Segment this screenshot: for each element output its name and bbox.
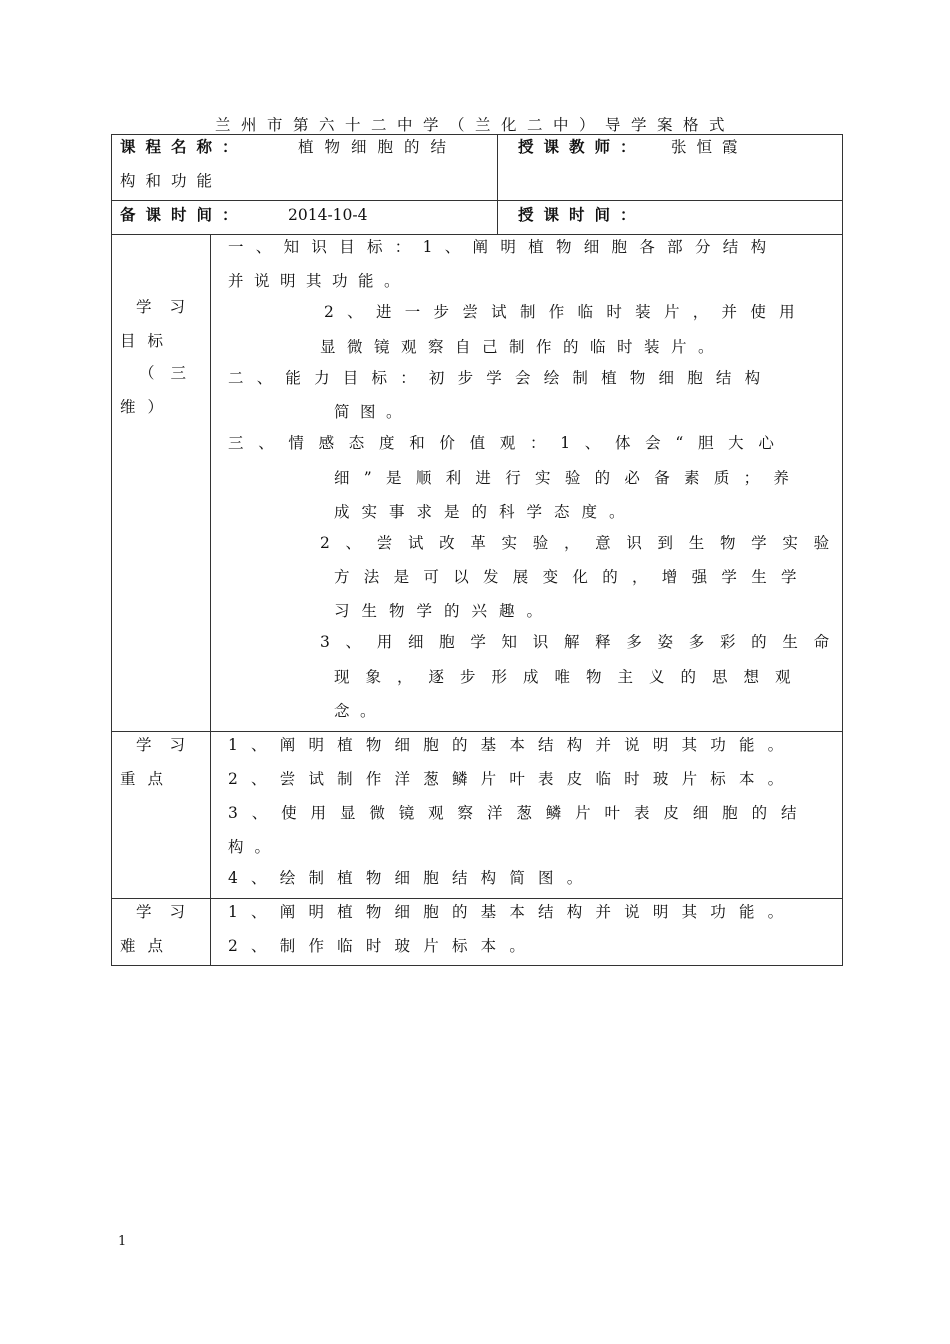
goal-line: 2、尝试改革实验，意识到生物学实验 [320,534,845,552]
prep-date: 2014-10-4 [288,206,368,224]
goals-label: （三 [139,364,203,382]
goal-line: 细”是顺利进行实验的必备素质；养 [334,469,804,487]
goal-line: 简图。 [334,403,413,421]
key-point-line: 2、尝试制作洋葱鳞片叶表皮临时玻片标本。 [228,770,797,788]
key-point-line: 4、绘制植物细胞结构简图。 [228,869,596,887]
goal-line: 2、进一步尝试制作临时装片，并使用 [324,303,808,321]
key-points-label: 学习 [136,736,204,754]
goals-label: 维） [120,398,176,416]
course-name-value-cont: 构和功能 [120,172,223,190]
teacher-name: 张恒霞 [671,138,748,156]
goal-line: 3、用细胞学知识解释多姿多彩的生命 [320,633,845,651]
goals-label: 目标 [120,332,176,350]
difficulty-line: 2、制作临时玻片标本。 [228,937,539,955]
goal-line: 现象，逐步形成唯物主义的思想观 [334,668,807,686]
goal-line: 二、能力目标：初步学会绘制植物细胞结构 [228,369,774,387]
goal-line: 显微镜观察自己制作的临时装片。 [320,338,726,356]
goal-line: 习生物学的兴趣。 [334,602,555,620]
key-point-line: 3、使用显微镜观察洋葱鳞片叶表皮细胞的结 [228,804,811,822]
row-divider [111,898,843,899]
key-point-line: 构。 [228,838,282,856]
key-point-line: 1、阐明植物细胞的基本结构并说明其功能。 [228,736,797,754]
row-divider [111,731,843,732]
difficulties-label: 学习 [136,903,204,921]
goal-line: 成实事求是的科学态度。 [334,503,637,521]
goal-line: 方法是可以发展变化的，增强学生学 [334,568,811,586]
row-divider [111,200,843,201]
difficulties-label: 难点 [120,937,176,955]
course-name-label: 课程名称： [120,137,248,156]
difficulty-line: 1、阐明植物细胞的基本结构并说明其功能。 [228,903,797,921]
page-number: 1 [118,1234,127,1249]
column-divider [497,134,498,234]
goal-line: 一、知识目标：1、阐明植物细胞各部分结构 [228,238,779,256]
key-points-label: 重点 [120,770,176,788]
goal-line: 并说明其功能。 [228,272,411,290]
row-divider [111,234,843,235]
teacher-label: 授课教师： [518,137,646,156]
goal-line: 念。 [334,702,387,720]
class-time-label: 授课时间： [518,205,646,224]
document-title: 兰州市第六十二中学（兰化二中）导学案格式 [214,116,735,134]
column-divider [210,234,211,966]
goal-line: 三、情感态度和价值观：1、体会“胆大心 [228,434,789,452]
goals-label: 学习 [136,298,204,316]
prep-time-label: 备课时间： [120,205,248,224]
course-name-value: 植物细胞的结 [298,138,458,156]
